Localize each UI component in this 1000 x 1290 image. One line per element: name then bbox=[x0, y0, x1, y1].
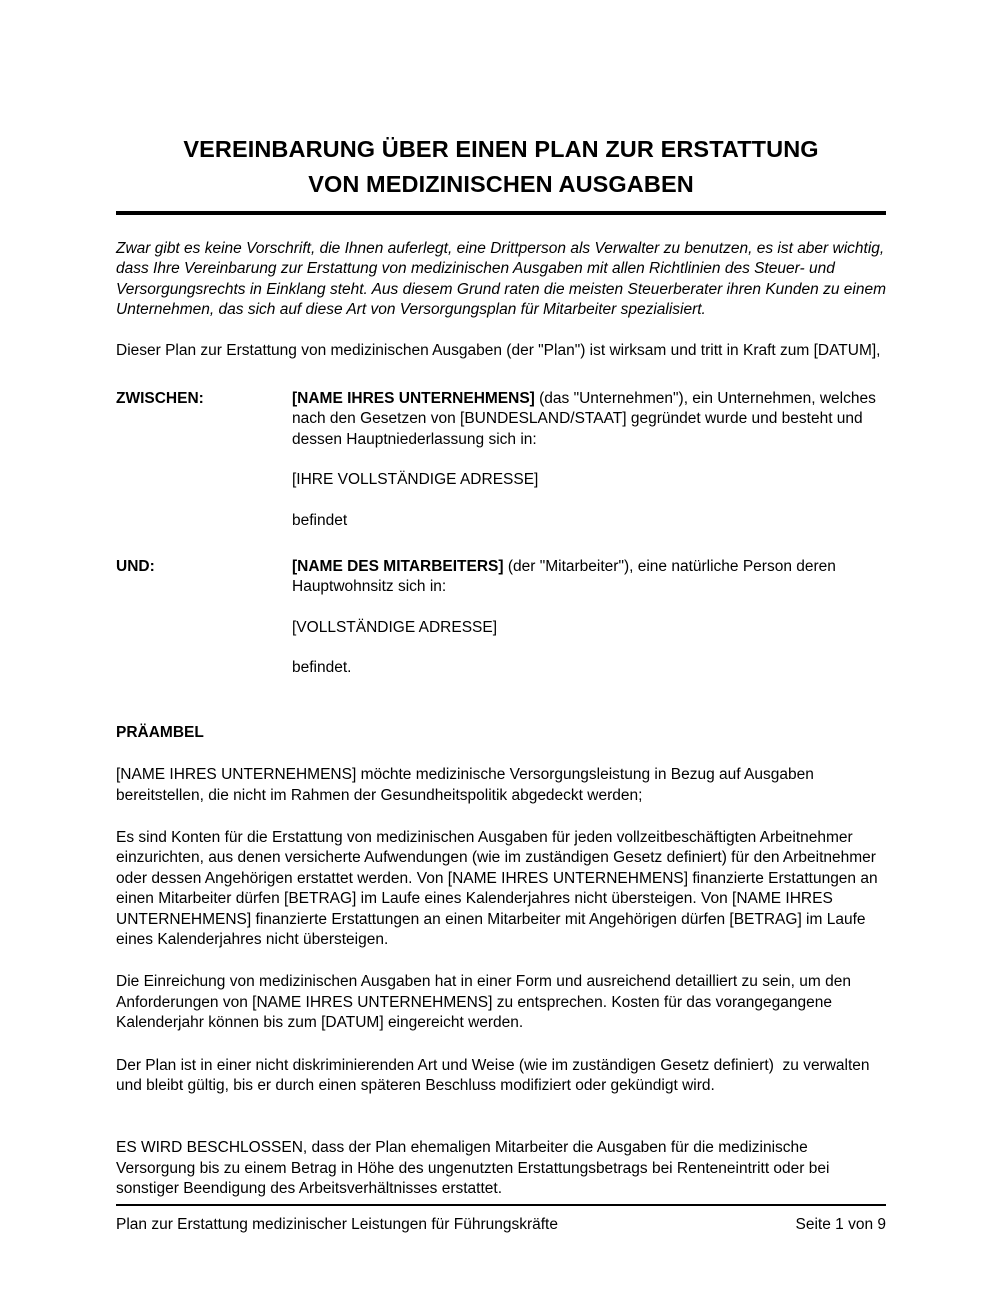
page-footer bbox=[116, 1204, 886, 1235]
preamble-heading: PRÄAMBEL bbox=[116, 723, 204, 741]
employee-identification bbox=[292, 557, 886, 598]
footer-divider bbox=[116, 1204, 886, 1206]
employee-closing-word: befindet. bbox=[292, 659, 352, 677]
party-body-company bbox=[292, 389, 886, 531]
company-address-placeholder: [IHRE VOLLSTÄNDIGE ADRESSE] bbox=[292, 471, 539, 489]
company-identification bbox=[292, 389, 886, 450]
footer-document-name: Plan zur Erstattung medizinischer Leistungen für Führungskräfte bbox=[116, 1216, 558, 1233]
footer-row bbox=[116, 1215, 886, 1235]
page-title-line-1: VEREINBARUNG ÜBER EINEN PLAN ZUR ERSTATTUNG bbox=[183, 136, 819, 162]
employee-description: (der "Mitarbeiter"), eine natürliche Person deren Hauptwohnsitz sich in: bbox=[292, 558, 841, 596]
title-divider bbox=[116, 211, 886, 215]
company-closing-word: befindet bbox=[292, 511, 348, 529]
party-row-employee bbox=[116, 557, 886, 679]
footer-page-number: Seite 1 von 9 bbox=[795, 1216, 886, 1233]
preamble-paragraph-2: Es sind Konten für die Erstattung von medizinischen Ausgaben für jeden vollzeitbeschäftigten Arbeitnehmer einzurichten, aus denen versicherte Aufwendungen (wie im zuständigen Gesetz definiert) für den Arbeitnehmer oder dessen Angehörigen erstattet werden. Von [NAME IHRES UNTERNEHMENS] finanzierte Erstattungen an einen Mitarbeiter dürfen [BETRAG] im Laufe eines Kalenderjahres nicht übersteigen. Von [NAME IHRES UNTERNEHMENS] finanzierte Erstattungen an einen Mitarbeiter mit Angehörigen dürfen [BETRAG] im Laufe eines Kalenderjahres nicht übersteigen. bbox=[116, 828, 882, 948]
company-name-placeholder: [NAME IHRES UNTERNEHMENS] bbox=[292, 390, 535, 408]
preamble-paragraph-4: Der Plan ist in einer nicht diskriminierenden Art und Weise (wie im zuständigen Gesetz definiert) zu verwalten und bleibt gültig, bis er durch einen späteren Beschluss modifiziert oder gekündigt wird. bbox=[116, 1056, 874, 1094]
company-description: (das "Unternehmen"), ein Unternehmen, welches nach den Gesetzen von [BUNDESLAND/STAAT] gegründet wurde und besteht und dessen Hauptniederlassung sich in: bbox=[292, 390, 881, 448]
party-row-company bbox=[116, 389, 886, 531]
party-label-company: ZWISCHEN: bbox=[116, 390, 204, 408]
preamble-paragraph-1: [NAME IHRES UNTERNEHMENS] möchte medizinische Versorgungsleistung in Bezug auf Ausgaben bereitstellen, die nicht im Rahmen der Gesundheitspolitik abgedeckt werden; bbox=[116, 766, 819, 804]
preamble-paragraph-3: Die Einreichung von medizinischen Ausgaben hat in einer Form und ausreichend detailliert zu sein, um den Anforderungen von [NAME IHRES UNTERNEHMENS] zu entsprechen. Kosten für das vorangegangene Kalenderjahr können bis zum [DATUM] eingereicht werden. bbox=[116, 973, 855, 1032]
intro-note: Zwar gibt es keine Vorschrift, die Ihnen auferlegt, eine Drittperson als Verwalter zu benutzen, es ist aber wichtig, dass Ihre Vereinbarung zur Erstattung von medizinischen Ausgaben mit allen Richtlinien des Steuer- und Versorgungsrechts in Einklang steht. Aus diesem Grund raten die meisten Steuerberater ihren Kunden zu einem Unternehmen, das sich auf diese Art von Versorgungsplan für Mitarbeiter spezialisiert. bbox=[116, 240, 891, 319]
party-spacer-right bbox=[292, 531, 886, 557]
employee-name-placeholder: [NAME DES MITARBEITERS] bbox=[292, 558, 504, 576]
page-title-line-2: VON MEDIZINISCHEN AUSGABEN bbox=[308, 171, 694, 197]
party-spacer-left bbox=[116, 531, 292, 557]
party-row-spacer bbox=[116, 531, 886, 557]
employee-address-placeholder: [VOLLSTÄNDIGE ADRESSE] bbox=[292, 618, 498, 636]
page-title bbox=[116, 0, 886, 202]
party-label-employee: UND: bbox=[116, 558, 155, 576]
parties-block bbox=[116, 389, 886, 679]
effective-date-paragraph: Dieser Plan zur Erstattung von medizinischen Ausgaben (der "Plan") ist wirksam und tritt in Kraft zum [DATUM], bbox=[116, 341, 881, 359]
document-content bbox=[116, 0, 891, 1200]
party-body-employee bbox=[292, 557, 886, 679]
resolution-paragraph: ES WIRD BESCHLOSSEN, dass der Plan ehemaligen Mitarbeiter die Ausgaben für die medizinische Versorgung bis zu einem Betrag in Höhe des ungenutzten Erstattungsbetrags bei Renteneintritt oder bei sonstiger Beendigung des Arbeitsverhältnisses erstattet. bbox=[116, 1139, 834, 1198]
